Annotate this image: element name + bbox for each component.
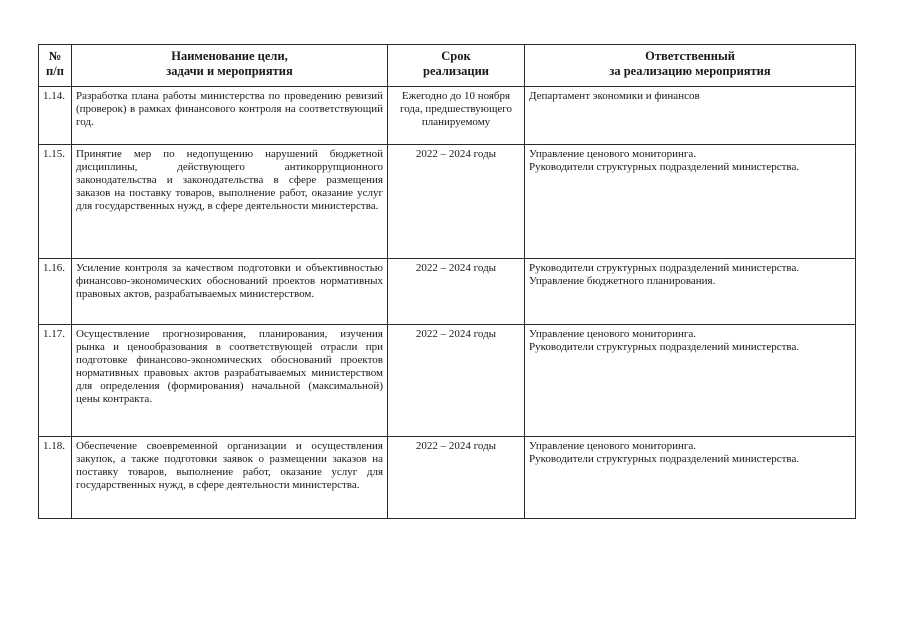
header-term: Срок реализации: [388, 45, 525, 87]
responsible: [525, 145, 856, 259]
responsible-line: Управление ценового мониторинга.: [529, 328, 696, 340]
measure-name: Разработка плана работы министерства по проведению ревизий (проверок) в рамках финансового контроля на соответствующий год.: [72, 87, 388, 145]
implementation-term: Ежегодно до 10 ноября года, предшествующего планируемому: [388, 87, 525, 145]
row-number: 1.16.: [39, 259, 72, 325]
table-row: [39, 145, 856, 259]
responsible: [525, 325, 856, 437]
responsible-line: Управление ценового мониторинга.: [529, 440, 696, 452]
table-row: [39, 87, 856, 145]
responsible-line: Руководители структурных подразделений министерства.: [529, 341, 800, 353]
header-measure-name: Наименование цели, задачи и мероприятия: [72, 45, 388, 87]
implementation-term: 2022 – 2024 годы: [388, 259, 525, 325]
responsible-line: Управление бюджетного планирования.: [529, 275, 716, 287]
measure-name: Обеспечение своевременной организации и осуществления закупок, а также подготовки заявок о размещении заказов на поставку товаров, выполнение работ, оказание услуг для государственных нужд, в сфере деятельности министерства.: [72, 437, 388, 519]
implementation-term: 2022 – 2024 годы: [388, 325, 525, 437]
implementation-term: 2022 – 2024 годы: [388, 437, 525, 519]
responsible: [525, 437, 856, 519]
implementation-term: 2022 – 2024 годы: [388, 145, 525, 259]
responsible-line: Руководители структурных подразделений министерства.: [529, 262, 800, 274]
measure-name: Усиление контроля за качеством подготовки и объективностью финансово-экономических обоснований проектов нормативных правовых актов, разрабатываемых министерством.: [72, 259, 388, 325]
measure-name: Принятие мер по недопущению нарушений бюджетной дисциплины, действующего антикоррупционного законодательства и законодательства в сфере размещения заказов на поставку товаров, выполнение работ, оказание услуг для государственных нужд, в сфере деятельности министерства.: [72, 145, 388, 259]
table-row: [39, 325, 856, 437]
row-number: 1.15.: [39, 145, 72, 259]
row-number: 1.17.: [39, 325, 72, 437]
table-header-row: [39, 45, 856, 87]
header-number: № п/п: [39, 45, 72, 87]
measure-name: Осуществление прогнозирования, планирования, изучения рынка и ценообразования в соответствующей отрасли при подготовке финансово-экономических обоснований проектов нормативных правовых актов разрабатываемых министерством для определения (формирования) начальной (максимальной) цены контракта.: [72, 325, 388, 437]
table-row: [39, 259, 856, 325]
header-responsible: Ответственный за реализацию мероприятия: [525, 45, 856, 87]
measures-table: [38, 44, 856, 519]
responsible-line: Управление ценового мониторинга.: [529, 148, 696, 160]
responsible-line: Руководители структурных подразделений министерства.: [529, 453, 800, 465]
responsible: [525, 259, 856, 325]
row-number: 1.14.: [39, 87, 72, 145]
responsible-line: Руководители структурных подразделений министерства.: [529, 161, 800, 173]
responsible-line: Департамент экономики и финансов: [529, 90, 700, 102]
responsible: [525, 87, 856, 145]
table-row: [39, 437, 856, 519]
row-number: 1.18.: [39, 437, 72, 519]
